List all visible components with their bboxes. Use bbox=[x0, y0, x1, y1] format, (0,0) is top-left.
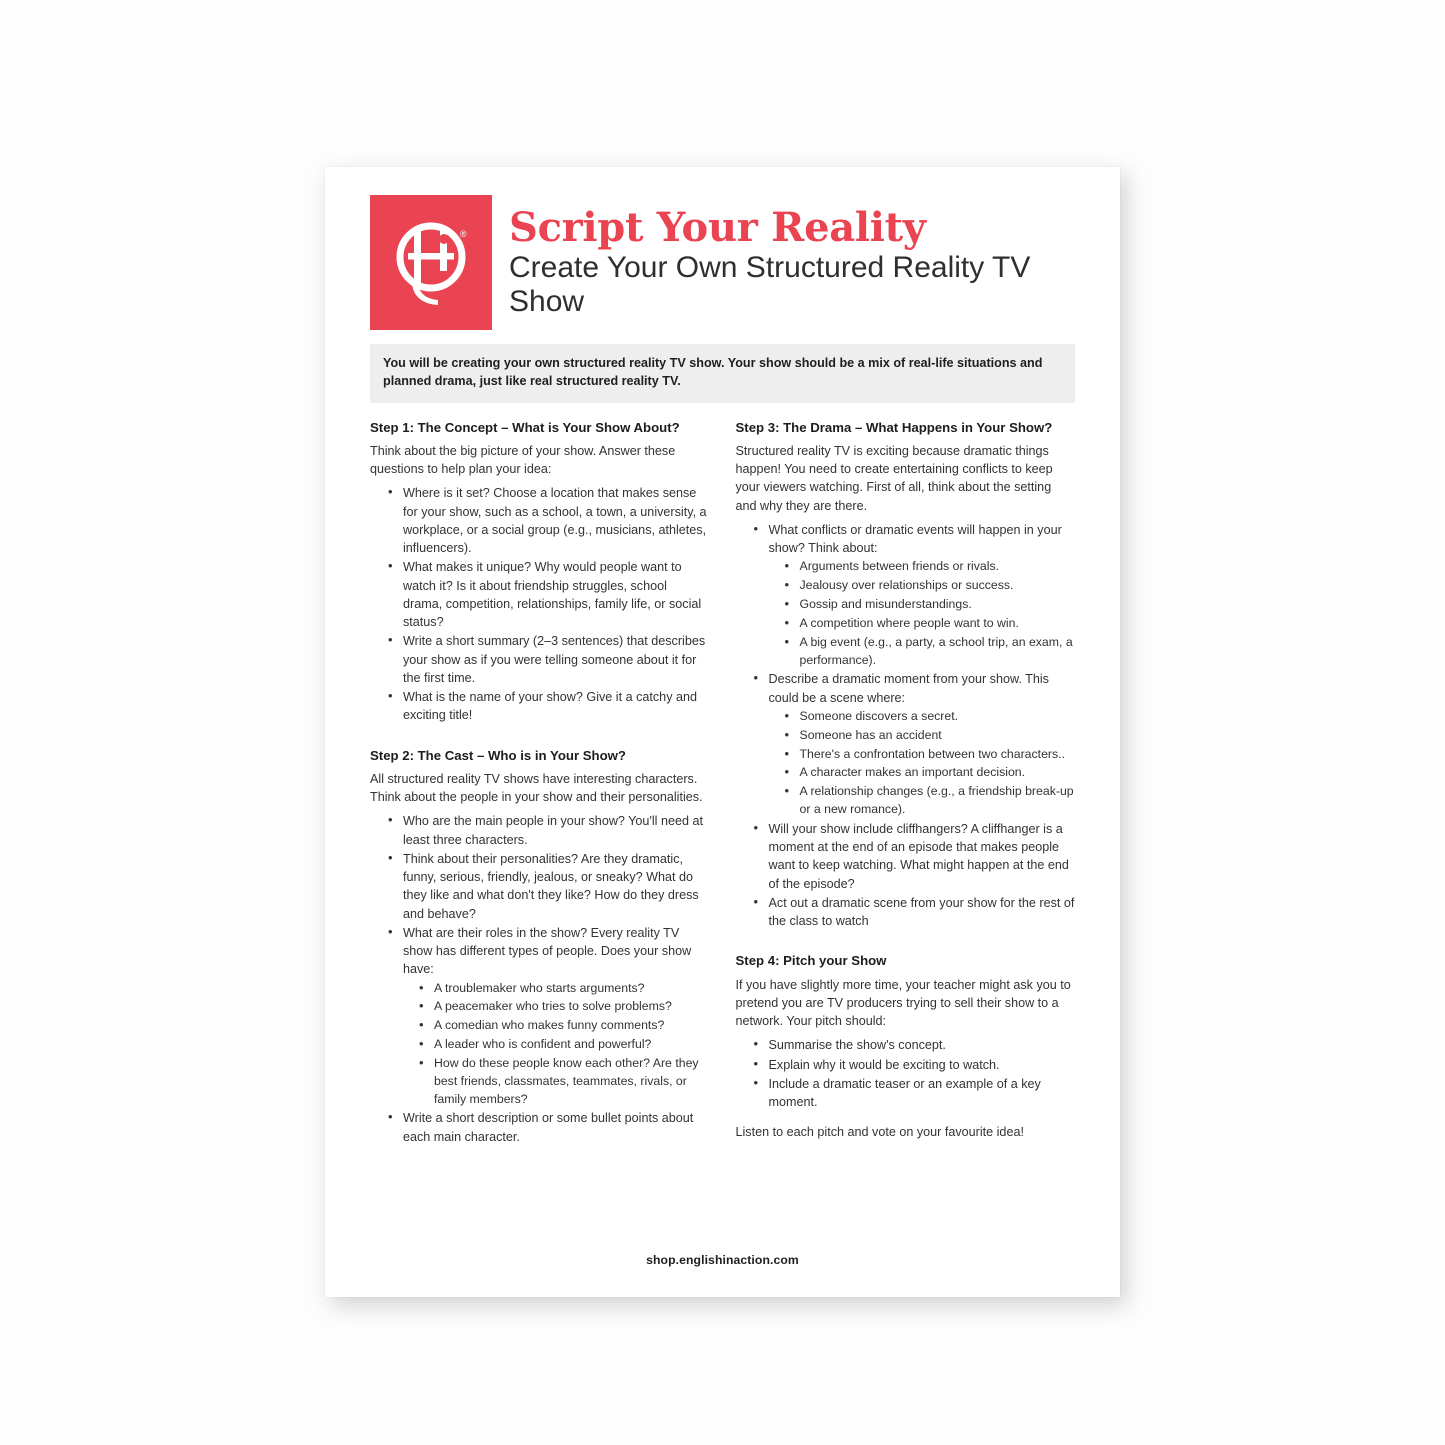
list-item: • Think about their personalities? Are they dramatic, funny, serious, friendly, jealous, or sneaky? What do they like and what don't they like? How do they dress and behave? bbox=[388, 850, 710, 923]
list-item: • Someone has an accident bbox=[785, 727, 1076, 745]
list-item: • How do these people know each other? Are they best friends, classmates, teammates, rivals, or family members? bbox=[419, 1055, 710, 1108]
list-item: • A peacemaker who tries to solve problems? bbox=[419, 998, 710, 1016]
svg-text:®: ® bbox=[460, 228, 467, 239]
list-item bbox=[388, 924, 710, 1109]
content-columns bbox=[370, 419, 1075, 1148]
list-item: • Summarise the show's concept. bbox=[754, 1036, 1076, 1054]
list-item: • A troublemaker who starts arguments? bbox=[419, 980, 710, 998]
intro-callout: You will be creating your own structured reality TV show. Your show should be a mix of real-life situations and planned drama, just like real structured reality TV. bbox=[370, 344, 1075, 403]
list-item-text: Describe a dramatic moment from your show. This could be a scene where: bbox=[768, 672, 1049, 705]
list-item: • What makes it unique? Why would people want to watch it? Is it about friendship struggles, school drama, competition, relationships, family life, or social status? bbox=[388, 558, 710, 631]
list-item: • Gossip and misunderstandings. bbox=[785, 596, 1076, 614]
step-1-list bbox=[370, 484, 710, 724]
step-3-list bbox=[736, 521, 1076, 930]
list-item: • Where is it set? Choose a location that makes sense for your show, such as a school, a town, a university, a workplace, or a social group (e.g., musicians, athletes, influencers). bbox=[388, 484, 710, 557]
step-2-list bbox=[370, 812, 710, 1146]
step-3-heading: Step 3: The Drama – What Happens in Your Show? bbox=[735, 419, 1053, 435]
list-item: • Write a short summary (2–3 sentences) that describes your show as if you were telling someone about it for the first time. bbox=[388, 632, 710, 687]
step-2-roles-sublist bbox=[403, 980, 710, 1109]
list-item: • A character makes an important decision. bbox=[785, 764, 1076, 782]
list-item: • Jealousy over relationships or success. bbox=[785, 577, 1076, 595]
list-item: • A competition where people want to win. bbox=[785, 615, 1076, 633]
worksheet-sheet bbox=[325, 167, 1120, 1297]
step-4-heading: Step 4: Pitch your Show bbox=[735, 953, 887, 969]
left-column bbox=[370, 419, 710, 1147]
step-3-intro: Structured reality TV is exciting because dramatic things happen! You need to create entertaining conflicts to keep your viewers watching. First of all, think about the setting and why they are there. bbox=[735, 443, 1053, 513]
step-4-intro: If you have slightly more time, your teacher might ask you to pretend you are TV producers trying to sell their show to a network. Your pitch should: bbox=[735, 977, 1071, 1028]
step-2-heading: Step 2: The Cast – Who is in Your Show? bbox=[370, 747, 626, 763]
list-item bbox=[754, 521, 1076, 669]
list-item: • Act out a dramatic scene from your show for the rest of the class to watch bbox=[754, 894, 1076, 931]
list-item bbox=[754, 670, 1076, 818]
step-2-intro: All structured reality TV shows have interesting characters. Think about the people in your show and their personalities. bbox=[370, 771, 703, 805]
page-subtitle: Create Your Own Structured Reality TV Show bbox=[509, 251, 1031, 318]
list-item: • Arguments between friends or rivals. bbox=[785, 558, 1076, 576]
step-4-list bbox=[736, 1036, 1076, 1111]
list-item: • A comedian who makes funny comments? bbox=[419, 1017, 710, 1035]
step-4-closing: Listen to each pitch and vote on your favourite idea! bbox=[735, 1125, 1024, 1140]
list-item: • Will your show include cliffhangers? A cliffhanger is a moment at the end of an episode that makes people want to keep watching. What might happen at the end of the episode? bbox=[754, 820, 1076, 893]
list-item: • Explain why it would be exciting to watch. bbox=[754, 1056, 1076, 1074]
list-item: • Write a short description or some bullet points about each main character. bbox=[388, 1109, 710, 1146]
step-1-heading: Step 1: The Concept – What is Your Show About? bbox=[370, 419, 680, 435]
document-header bbox=[370, 195, 1075, 330]
step-3-conflicts-sublist bbox=[769, 558, 1076, 669]
list-item: • A relationship changes (e.g., a friendship break-up or a new romance). bbox=[785, 783, 1076, 819]
footer-url: shop.englishinaction.com bbox=[646, 1253, 799, 1267]
list-item-text: What conflicts or dramatic events will happen in your show? Think about: bbox=[768, 522, 1062, 556]
list-item: • Someone discovers a secret. bbox=[785, 708, 1076, 726]
list-item: • Include a dramatic teaser or an example of a key moment. bbox=[754, 1075, 1076, 1112]
list-item: • A leader who is confident and powerful? bbox=[419, 1036, 710, 1054]
list-item: • What is the name of your show? Give it a catchy and exciting title! bbox=[388, 688, 710, 725]
page-title: Script Your Reality bbox=[509, 204, 926, 251]
list-item: • Who are the main people in your show? You'll need at least three characters. bbox=[388, 812, 710, 849]
step-3-moment-sublist bbox=[769, 708, 1076, 819]
right-column bbox=[736, 419, 1076, 1148]
step-1-intro: Think about the big picture of your show. Answer these questions to help plan your idea: bbox=[370, 443, 676, 477]
english-in-action-logo bbox=[370, 195, 492, 330]
list-item: • A big event (e.g., a party, a school trip, an exam, a performance). bbox=[785, 634, 1076, 670]
list-item: • There's a confrontation between two characters.. bbox=[785, 746, 1076, 764]
list-item-text: What are their roles in the show? Every reality TV show has different types of people. Does your show have: bbox=[403, 925, 692, 977]
